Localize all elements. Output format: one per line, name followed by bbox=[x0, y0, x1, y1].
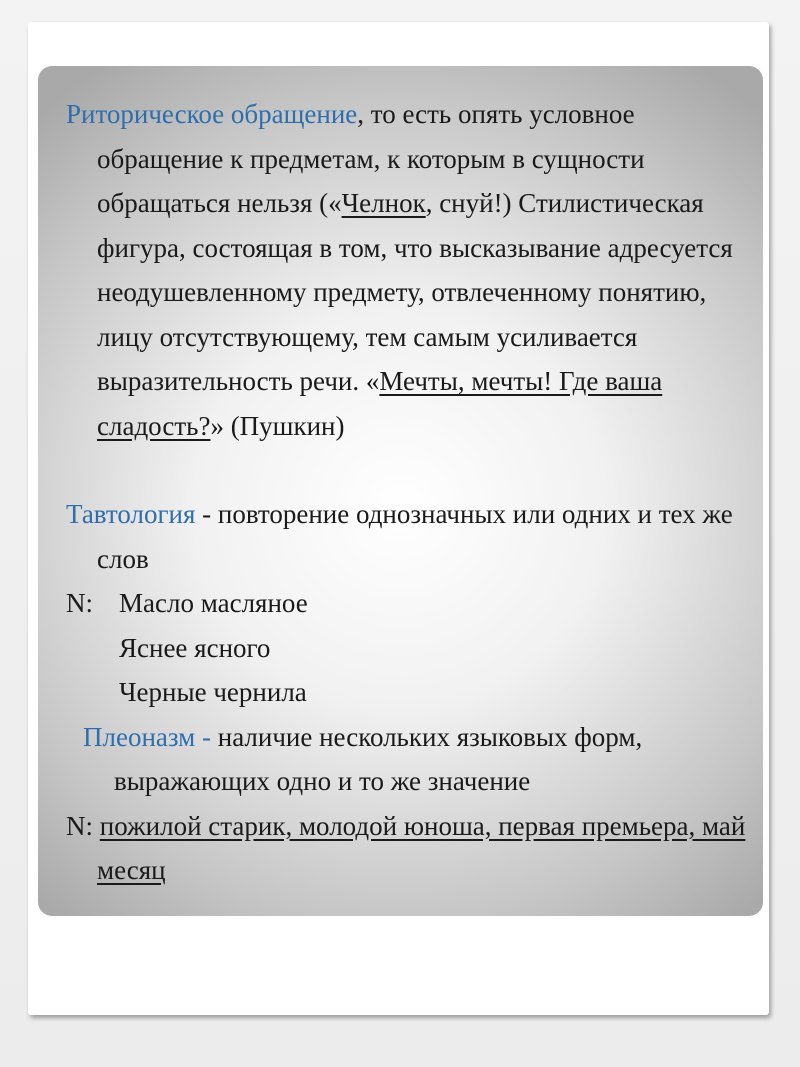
rhetorical-paragraph bbox=[66, 92, 756, 448]
pleonasm-term: Плеоназм - bbox=[83, 721, 211, 752]
pleonasm-paragraph bbox=[66, 715, 756, 804]
rhetorical-example-1: Челнок bbox=[341, 188, 426, 218]
tautology-example: Масло масляное bbox=[119, 588, 308, 618]
spacer bbox=[66, 448, 756, 492]
tautology-definition: - повторение однозначных или одних и тех же слов bbox=[97, 499, 733, 574]
rhetorical-text-1: , то есть опять условное обращение к предметам, к которым в сущности обращаться нельзя (« bbox=[97, 99, 645, 218]
rhetorical-term: Риторическое обращение bbox=[66, 99, 358, 129]
rhetorical-quote: Мечты, мечты! Где ваша сладость? bbox=[97, 366, 663, 441]
rhetorical-text-2: , снуй!) Стилистическая фигура, состоящая в том, что высказывание адресуется неодушевленному предмету, отвлеченному понятию, лицу отсутствующему, тем самым усиливается выразительность речи. « bbox=[97, 188, 733, 396]
pleonasm-examples-paragraph bbox=[66, 804, 756, 893]
pleonasm-definition: наличие нескольких языковых форм, выражающих одно и то же значение bbox=[114, 721, 643, 796]
slide-text bbox=[66, 92, 756, 893]
rhetorical-text-3: » (Пушкин) bbox=[210, 410, 345, 441]
pleonasm-examples: пожилой старик, молодой юноша, первая премьера, май месяц bbox=[97, 810, 746, 885]
tautology-paragraph bbox=[66, 492, 756, 581]
tautology-example: Яснее ясного bbox=[119, 632, 271, 663]
tautology-term: Тавтология bbox=[66, 499, 196, 529]
example-marker: N: bbox=[66, 588, 93, 618]
tautology-example-row bbox=[66, 581, 756, 626]
example-marker: N: bbox=[66, 810, 100, 841]
tautology-example: Черные чернила bbox=[119, 677, 307, 707]
